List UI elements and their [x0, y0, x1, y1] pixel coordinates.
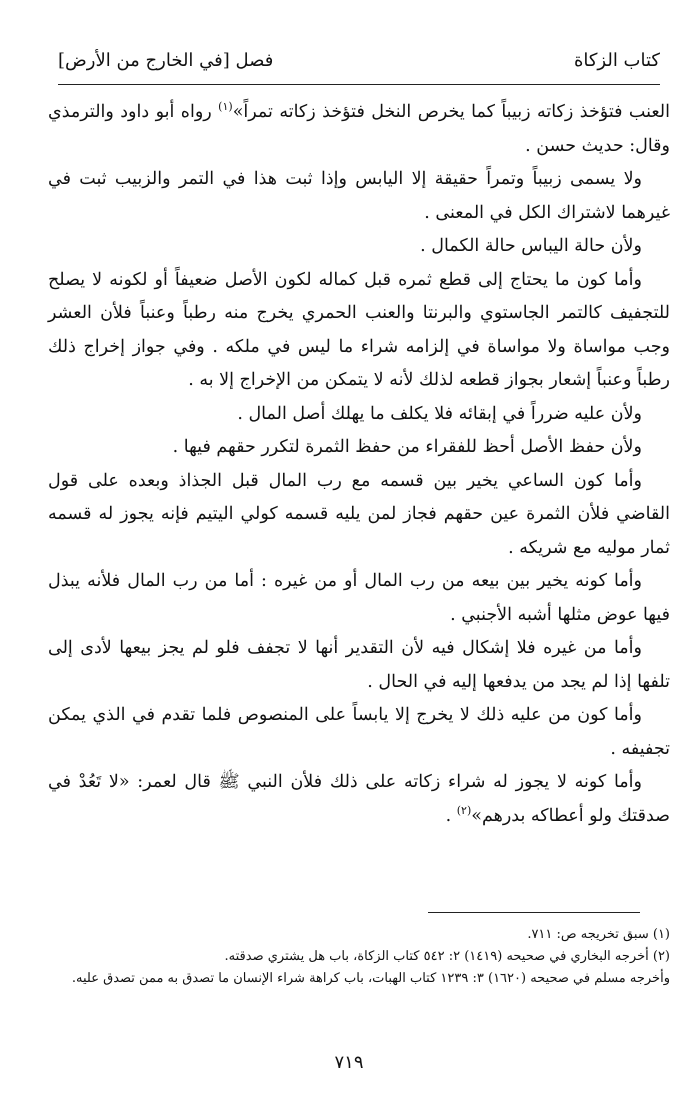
paragraph-11-text: وأما كونه لا يجوز له شراء زكاته على ذلك فلأن النبي ﷺ قال لعمر: «لا تَعُدْ في صدقتك ولو أعطاكه بدرهم» — [48, 772, 670, 826]
paragraph-2: ولا يسمى زبيباً وتمراً حقيقة إلا اليابس وإذا ثبت هذا في التمر والزبيب ثبت في غيرهما لاشتراك الكل في المعنى . — [48, 169, 670, 223]
paragraph-3: ولأن حالة اليباس حالة الكمال . — [420, 236, 642, 256]
paragraph-10: وأما كون من عليه ذلك لا يخرج إلا يابساً على المنصوص فلما تقدم في الذي يمكن تجفيفه . — [48, 705, 670, 759]
footnote-2: (٢) أخرجه البخاري في صحيحه (١٤١٩) ٢: ٥٤٢ كتاب الزكاة، باب هل يشتري صدقته. — [224, 949, 670, 964]
paragraph-9: وأما من غيره فلا إشكال فيه لأن التقدير أنها لا تجفف فلو لم يجز بيعها لأدى إلى تلفها إذا لم يجد من يدفعها إليه في الحال . — [48, 638, 670, 692]
footnote-2-continued: وأخرجه مسلم في صحيحه (١٦٢٠) ٣: ١٢٣٩ كتاب الهبات، باب كراهة شراء الإنسان ما تصدق به ممن تصدق عليه. — [71, 971, 670, 986]
paragraph-11-tail: . — [445, 805, 457, 826]
header-rule — [58, 84, 660, 85]
running-header — [58, 44, 660, 84]
footnote-rule — [428, 912, 640, 913]
paragraph-7: وأما كون الساعي يخير بين قسمه مع رب المال قبل الجذاذ وبعده على قول القاضي فلأن الثمرة عين حقهم فجاز لمن يليه قسمه كولي اليتيم فإنه يجوز له قسمه ثمار موليه مع شريكه . — [48, 470, 670, 558]
paragraph-1-tail: رواه أبو داود والترمذي وقال: حديث حسن . — [48, 102, 670, 156]
paragraph-4: وأما كون ما يحتاج إلى قطع ثمره قبل كماله لكون الأصل ضعيفاً أو لكونه لا يصلح للتجفيف كالتمر الجاستوي والبرنتا والعنب الحمري يخرج منه رطباً وعنباً فلأن العشر وجب مواساة ولا مواساة في إلزامه شراء ما ليس في ملكه . وفي جواز إخراج ذلك رطباً وعنباً إشعار بجواز قطعه لذلك لأنه لا يتمكن من الإخراج إلا به . — [48, 269, 670, 390]
paragraph-6: ولأن حفظ الأصل أحظ للفقراء من حفظ الثمرة لتكرر حقهم فيها . — [172, 437, 642, 457]
book-title: كتاب الزكاة — [573, 50, 660, 71]
footnote-ref-2: (٢) — [456, 803, 472, 817]
footnote-ref-1: (١) — [218, 100, 233, 114]
page-number: ٧١٩ — [334, 1052, 364, 1073]
paragraph-1 — [48, 96, 670, 163]
paragraph-5: ولأن عليه ضرراً في إبقائه فلا يكلف ما يهلك أصل المال . — [237, 403, 642, 424]
paragraph-11 — [48, 766, 670, 833]
paragraph-8: وأما كونه يخير بين بيعه من رب المال أو من غيره : أما من رب المال فلأنه يبذل فيها عوض مثلها أشبه الأجنبي . — [48, 571, 670, 625]
section-title: فصل [في الخارج من الأرض] — [58, 50, 274, 71]
footnote-1: (١) سبق تخريجه ص: ٧١١. — [527, 927, 670, 942]
paragraph-1-text: العنب فتؤخذ زكاته زبيباً كما يخرص النخل فتؤخذ زكاته تمراً» — [232, 102, 670, 122]
footnotes — [48, 924, 670, 990]
main-text — [48, 96, 670, 833]
